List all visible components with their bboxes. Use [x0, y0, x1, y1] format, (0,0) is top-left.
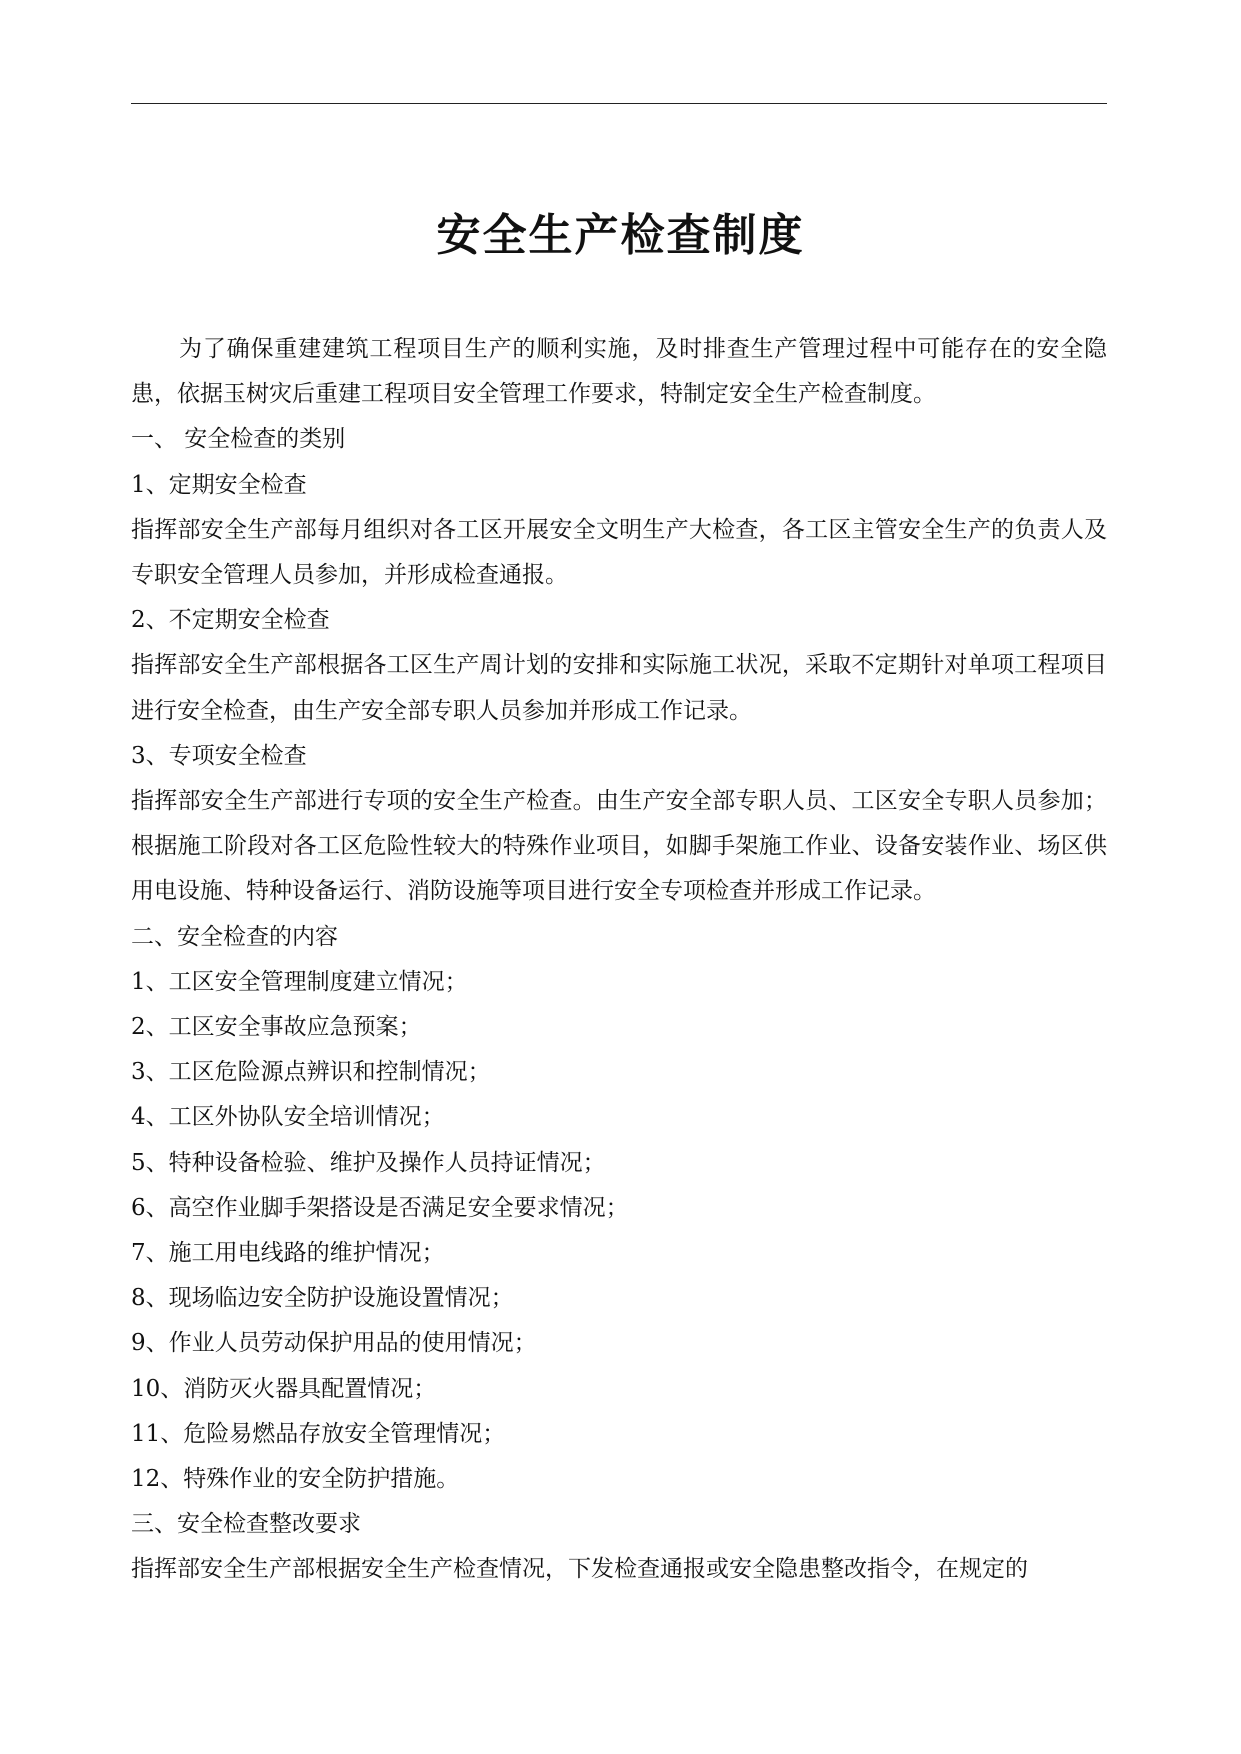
list-item: 1、工区安全管理制度建立情况； [131, 968, 468, 995]
list-item: 2、工区安全事故应急预案； [131, 1014, 422, 1041]
header-rule [131, 103, 1107, 104]
list-item: 6、高空作业脚手架搭设是否满足安全要求情况； [131, 1194, 629, 1221]
list-item: 9、作业人员劳动保护用品的使用情况； [131, 1330, 537, 1357]
list-item: 12、特殊作业的安全防护措施。 [131, 1466, 460, 1493]
body-paragraph: 指挥部安全生产部根据各工区生产周计划的安排和实际施工状况，采取不定期针对单项工程项目进行安全检查，由生产安全部专职人员参加并形成工作记录。 [131, 652, 1107, 724]
list-item: 3、工区危险源点辨识和控制情况； [131, 1059, 491, 1086]
subsection-heading: 2、不定期安全检查 [131, 607, 330, 634]
body-paragraph: 指挥部安全生产部根据安全生产检查情况，下发检查通报或安全隐患整改指令，在规定的 [131, 1556, 1028, 1583]
section-heading-1: 一、 安全检查的类别 [131, 426, 346, 453]
list-item: 10、消防灭火器具配置情况； [131, 1375, 437, 1402]
subsection-heading: 1、定期安全检查 [131, 471, 307, 498]
body-paragraph: 指挥部安全生产部每月组织对各工区开展安全文明生产大检查，各工区主管安全生产的负责人及专职安全管理人员参加，并形成检查通报。 [131, 516, 1107, 589]
list-item: 5、特种设备检验、维护及操作人员持证情况； [131, 1149, 606, 1176]
section-heading-2: 二、安全检查的内容 [131, 923, 338, 950]
body-paragraph: 指挥部安全生产部进行专项的安全生产检查。由生产安全部专职人员、工区安全专职人员参加；根据施工阶段对各工区危险性较大的特殊作业项目，如脚手架施工作业、设备安装作业、场区供用电设施、特种设备运行、消防设施等项目进行安全专项检查并形成工作记录。 [131, 788, 1107, 905]
list-item: 11、危险易燃品存放安全管理情况； [131, 1420, 506, 1447]
list-item: 4、工区外协队安全培训情况； [131, 1104, 445, 1131]
document-title: 安全生产检查制度 [436, 210, 805, 261]
list-item: 8、现场临边安全防护设施设置情况； [131, 1285, 514, 1312]
list-item: 7、施工用电线路的维护情况； [131, 1240, 445, 1267]
section-heading-3: 三、安全检查整改要求 [131, 1511, 361, 1538]
subsection-heading: 3、专项安全检查 [131, 742, 307, 769]
document-body [131, 327, 1107, 1593]
intro-paragraph: 为了确保重建建筑工程项目生产的顺利实施，及时排查生产管理过程中可能存在的安全隐患，依据玉树灾后重建工程项目安全管理工作要求，特制定安全生产检查制度。 [131, 336, 1107, 408]
